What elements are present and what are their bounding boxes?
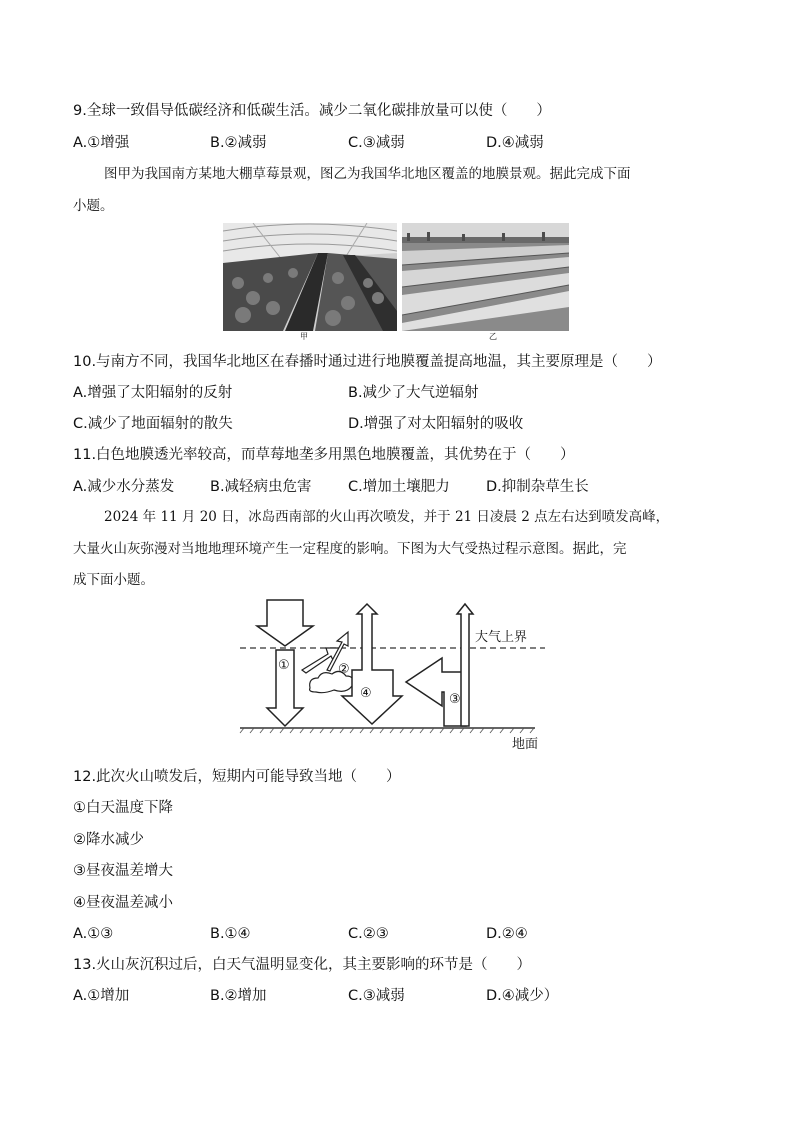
q9-option-a: A.①增强 bbox=[73, 135, 130, 151]
q13-option-a: A.①增加 bbox=[73, 988, 130, 1004]
q12-item-2: ②降水减少 bbox=[73, 832, 144, 848]
q12-item-1: ①白天温度下降 bbox=[73, 800, 173, 816]
q9-option-d: D.④减弱 bbox=[486, 135, 544, 151]
q12-option-c: C.②③ bbox=[348, 926, 389, 942]
q12-option-d: D.②④ bbox=[486, 926, 528, 942]
passage-1-line-2: 小题。 bbox=[73, 198, 114, 214]
question-10-stem: 10.与南方不同，我国华北地区在春播时通过进行地膜覆盖提高地温，其主要原理是（ ） bbox=[73, 354, 662, 370]
q11-option-d: D.抑制杂草生长 bbox=[486, 479, 589, 495]
q11-option-b: B.减轻病虫危害 bbox=[210, 479, 312, 495]
atmospheric-counter-radiation-arrow bbox=[342, 604, 402, 724]
q10-option-c: C.减少了地面辐射的散失 bbox=[73, 416, 233, 432]
passage-2-line-3: 成下面小题。 bbox=[73, 572, 154, 588]
q12-option-a: A.①③ bbox=[73, 926, 114, 942]
q13-option-b: B.②增加 bbox=[210, 988, 267, 1004]
question-12-stem: 12.此次火山喷发后，短期内可能导致当地（ ） bbox=[73, 769, 401, 785]
q9-option-b: B.②减弱 bbox=[210, 135, 267, 151]
passage-2-line-1: 2024 年 11 月 20 日，冰岛西南部的火山再次喷发，并于 21 日凌晨 2 点左右达到喷发高峰， bbox=[104, 509, 670, 525]
q10-option-d: D.增强了对太阳辐射的吸收 bbox=[348, 416, 524, 432]
q12-item-4: ④昼夜温差减小 bbox=[73, 895, 173, 911]
atmosphere-heating-diagram bbox=[230, 598, 560, 758]
q9-option-c: C.③减弱 bbox=[348, 135, 405, 151]
photo-caption-right: 乙 bbox=[489, 332, 497, 341]
q10-option-a: A.增强了太阳辐射的反射 bbox=[73, 385, 233, 401]
marker-1: ① bbox=[278, 658, 290, 673]
marker-3: ③ bbox=[449, 692, 461, 707]
question-11-stem: 11.白色地膜透光率较高，而草莓地垄多用黑色地膜覆盖，其优势在于（ ） bbox=[73, 447, 575, 463]
atmosphere-top-label: 大气上界 bbox=[475, 630, 528, 645]
q11-option-c: C.增加土壤肥力 bbox=[348, 479, 450, 495]
question-13-stem: 13.火山灰沉积过后，白天气温明显变化，其主要影响的环节是（ ） bbox=[73, 957, 532, 973]
marker-4: ④ bbox=[360, 686, 372, 701]
q12-item-3: ③昼夜温差增大 bbox=[73, 863, 173, 879]
question-9-stem: 9.全球一致倡导低碳经济和低碳生活。减少二氧化碳排放量可以使（ ） bbox=[73, 103, 551, 119]
photo-caption-left: 甲 bbox=[300, 332, 308, 341]
q13-option-c: C.③减弱 bbox=[348, 988, 405, 1004]
ground-label: 地面 bbox=[512, 737, 539, 752]
passage-1-line-1: 图甲为我国南方某地大棚草莓景观，图乙为我国华北地区覆盖的地膜景观。据此完成下面 bbox=[104, 166, 631, 182]
incoming-solar-radiation-arrow bbox=[257, 600, 313, 646]
q10-option-b: B.减少了大气逆辐射 bbox=[348, 385, 479, 401]
q12-option-b: B.①④ bbox=[210, 926, 251, 942]
q13-option-d: D.④减少） bbox=[486, 988, 559, 1004]
passage-2-line-2: 大量火山灰弥漫对当地地理环境产生一定程度的影响。下图为大气受热过程示意图。据此，完 bbox=[73, 541, 627, 557]
q11-option-a: A.减少水分蒸发 bbox=[73, 479, 175, 495]
greenhouse-strawberry-photo bbox=[223, 223, 397, 331]
mulch-field-photo bbox=[402, 223, 569, 331]
marker-2: ② bbox=[338, 662, 350, 677]
